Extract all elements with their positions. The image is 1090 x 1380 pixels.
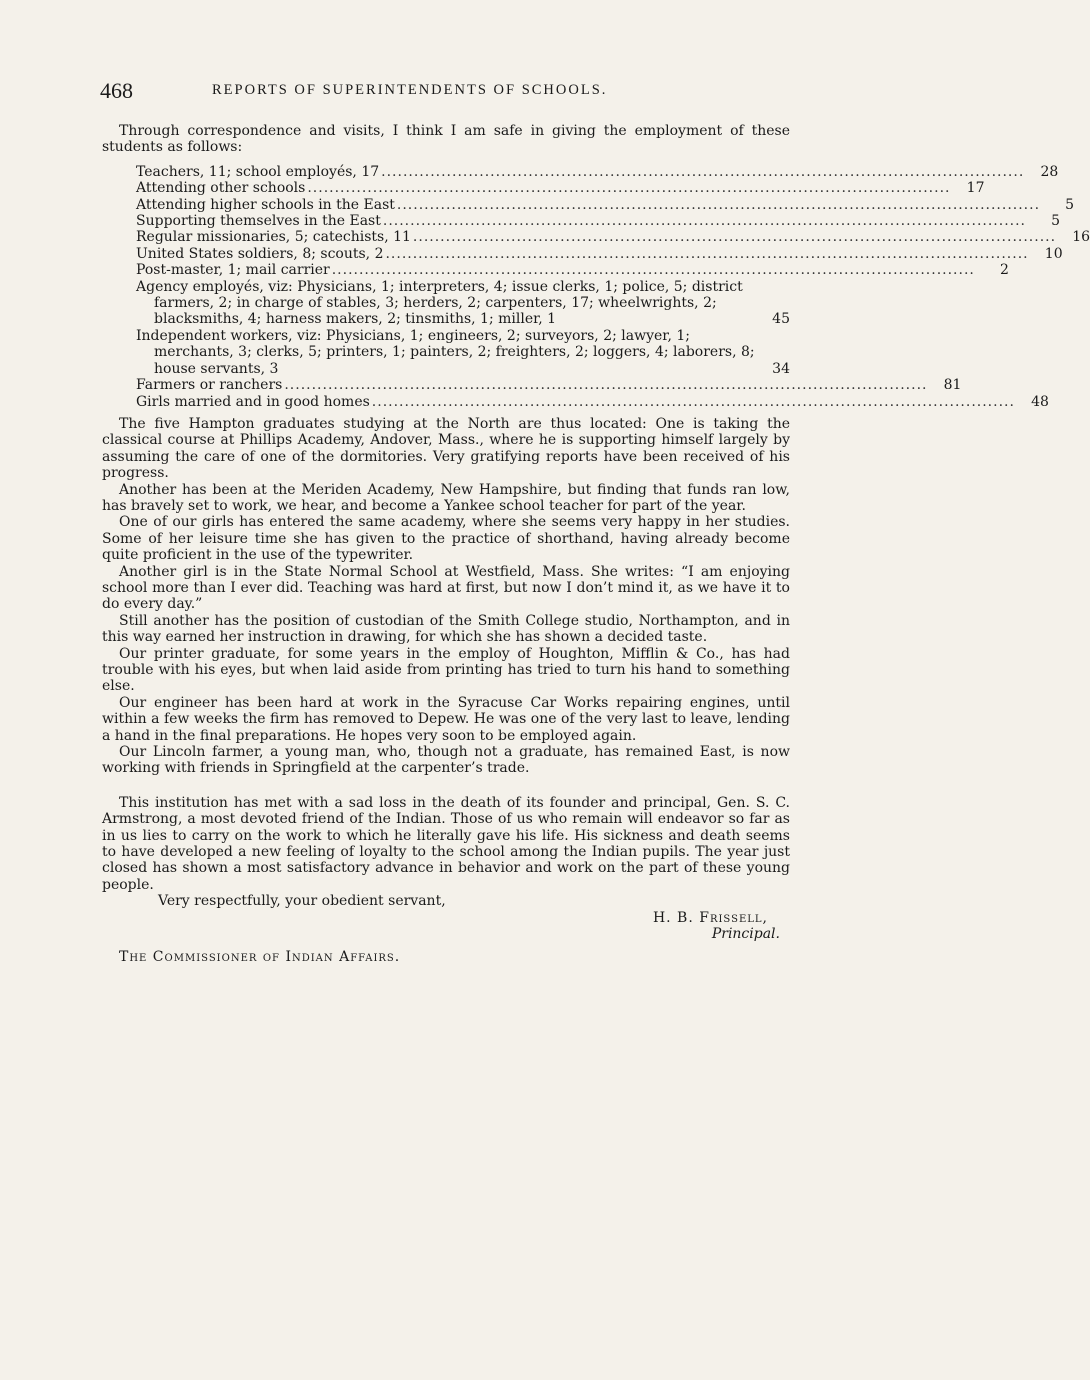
- list-item-label: Teachers, 11; school employés, 17: [136, 163, 380, 180]
- body-paragraph: Another has been at the Meriden Academy, New Hampshire, but finding that funds ran low, has bravely set to work, we hear, and become a Yankee school teacher for part of the year.: [102, 481, 790, 514]
- body-paragraph: Our engineer has been hard at work in the Syracuse Car Works repairing engines, until within a few weeks the firm has removed to Depew. He was one of the very last to leave, lending a hand in the final preparations. He hopes very soon to be employed again.: [102, 694, 790, 744]
- list-item: Supporting themselves in the East ...................................................................................................................... 5: [136, 213, 1060, 230]
- list-item: Farmers or ranchers ...................................................................................................................... 81: [136, 377, 962, 394]
- list-item: Girls married and in good homes ...................................................................................................................... 48: [136, 393, 1049, 410]
- body-paragraph: One of our girls has entered the same academy, where she seems very happy in her studies. Some of her leisure time she has given to the practice of shorthand, having already become quite proficient in the use of the typewriter.: [102, 514, 790, 564]
- employment-list: [136, 163, 1090, 410]
- list-item-label: Farmers or ranchers: [136, 377, 283, 394]
- list-item: United States soldiers, 8; scouts, 2 ...................................................................................................................... 10: [136, 245, 1063, 262]
- list-item-label: Agency employés, viz: Physicians, 1; interpreters, 4; issue clerks, 1; police, 5; district farmers, 2; in charge of stables, 3; herders, 2; carpenters, 17; wheelwrights, 2; blacksmiths, 4; harness makers, 2; tinsmiths, 1; miller, 1: [136, 278, 743, 328]
- body-paragraph: Still another has the position of custodian of the Smith College studio, Northampton, and in this way earned her instruction in drawing, for which she has shown a decided taste.: [102, 612, 790, 646]
- list-item: Regular missionaries, 5; catechists, 11 ...................................................................................................................... 16: [136, 229, 1090, 246]
- signature-name: H. B. Frissell,: [652, 909, 768, 926]
- list-item: Attending higher schools in the East ...................................................................................................................... 5: [136, 196, 1075, 213]
- body-paragraph: Our Lincoln farmer, a young man, who, though not a graduate, has remained East, is now working with friends in Springfield at the carpenter’s trade.: [102, 744, 790, 777]
- list-item-count: 16: [1072, 229, 1090, 246]
- list-item-label: Attending other schools: [136, 180, 306, 197]
- addressee: The Commissioner of Indian Affairs.: [119, 948, 401, 965]
- list-item-label: Attending higher schools in the East: [136, 196, 395, 213]
- list-item-label: Regular missionaries, 5; catechists, 11: [136, 229, 411, 246]
- page-header: [100, 78, 740, 104]
- list-item: [136, 328, 790, 377]
- list-item: Teachers, 11; school employés, 17 ...................................................................................................................... 28: [136, 163, 1059, 180]
- page-body: [102, 123, 1090, 965]
- list-item-label: Independent workers, viz: Physicians, 1; engineers, 2; surveyors, 2; lawyer, 1; merchants, 3; clerks, 5; printers, 1; painters, 2; freighters, 2; loggers, 4; laborers, 8; house servants, 3: [136, 327, 755, 377]
- list-item: Post-master, 1; mail carrier ...................................................................................................................... 2: [136, 262, 1009, 279]
- list-item-count: 45: [772, 311, 790, 328]
- list-item-count: 5: [1065, 196, 1075, 213]
- list-item-count: 5: [1051, 213, 1060, 230]
- list-item-count: 2: [999, 262, 1009, 279]
- list-item: Attending other schools ...................................................................................................................... 17: [136, 180, 985, 197]
- body-paragraph: Our printer graduate, for some years in the employ of Houghton, Mifflin & Co., has had trouble with his eyes, but when laid aside from printing has tried to turn his hand to something else.: [102, 645, 790, 695]
- list-item-count: 10: [1044, 245, 1063, 262]
- list-item-count: 17: [966, 180, 985, 197]
- body-paragraph: The five Hampton graduates studying at the North are thus located: One is taking the classical course at Phillips Academy, Andover, Mass., where he is supporting himself largely by assuming the care of one of the dormitories. Very gratifying reports have been received of his progress.: [102, 415, 790, 482]
- memorial-paragraph: This institution has met with a sad loss in the death of its founder and principal, Gen. S. C. Armstrong, a most devoted friend of the Indian. Those of us who remain will endeavor so far as in us lies to carry on the work to which he literally gave his life. His sickness and death seems to have developed a new feeling of loyalty to the school among the Indian pupils. The year just closed has shown a most satisfactory advance in behavior and work on the part of these young people.: [102, 794, 790, 893]
- closing-line: Very respectfully, your obedient servant,: [158, 893, 446, 910]
- list-item-count: 28: [1040, 163, 1059, 180]
- page-number: 468: [100, 78, 133, 103]
- list-item-label: Supporting themselves in the East: [136, 213, 381, 230]
- list-item-label: Girls married and in good homes: [136, 393, 370, 410]
- list-item: [136, 279, 790, 328]
- intro-paragraph: Through correspondence and visits, I think I am safe in giving the employment of these students as follows:: [102, 123, 790, 156]
- running-head: REPORTS OF SUPERINTENDENTS OF SCHOOLS.: [212, 82, 608, 98]
- signature-title: Principal.: [711, 926, 780, 943]
- list-item-label: Post-master, 1; mail carrier: [136, 262, 330, 279]
- list-item-count: 34: [772, 360, 790, 377]
- list-item-label: United States soldiers, 8; scouts, 2: [136, 245, 384, 262]
- list-item-count: 81: [943, 377, 962, 394]
- list-item-count: 48: [1031, 393, 1049, 410]
- body-paragraph: Another girl is in the State Normal School at Westfield, Mass. She writes: “I am enjoying school more than I ever did. Teaching was hard at first, but now I don’t mind it, as we have it to do every day.”: [102, 563, 790, 613]
